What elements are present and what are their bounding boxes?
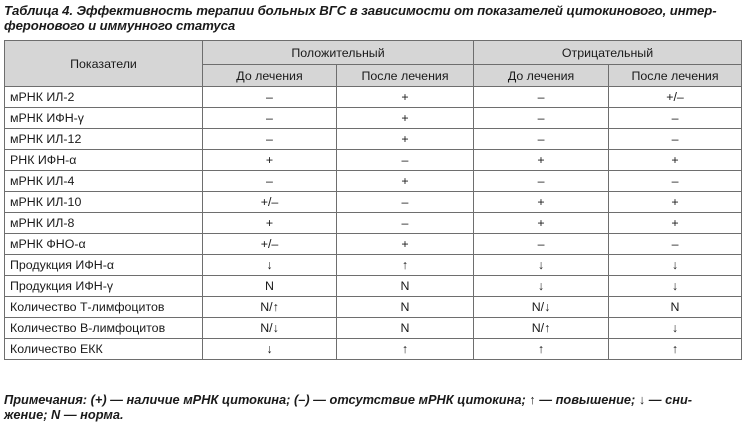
cell-negative-before: ↓ [474, 276, 609, 297]
cell-negative-before: – [474, 87, 609, 108]
table-row [5, 318, 742, 339]
cell-negative-after: ↓ [609, 276, 742, 297]
header-negative-before: До лечения [474, 65, 609, 87]
cell-negative-after: ↑ [609, 339, 742, 360]
cell-positive-before: – [203, 87, 337, 108]
row-name: РНК ИФН-α [5, 150, 203, 171]
table-row [5, 108, 742, 129]
header-positive: Положительный [203, 41, 474, 65]
table-row [5, 276, 742, 297]
cell-positive-before: ↓ [203, 255, 337, 276]
cell-negative-after: + [609, 213, 742, 234]
cell-negative-after: + [609, 150, 742, 171]
cell-positive-after: + [337, 171, 474, 192]
table-row [5, 339, 742, 360]
cell-negative-before: – [474, 171, 609, 192]
cell-negative-before: ↑ [474, 339, 609, 360]
table-row [5, 297, 742, 318]
cell-positive-before: N/↓ [203, 318, 337, 339]
table-row [5, 234, 742, 255]
cell-positive-after: + [337, 234, 474, 255]
cell-positive-after: – [337, 213, 474, 234]
cell-negative-after: N [609, 297, 742, 318]
table-row [5, 87, 742, 108]
cell-positive-before: +/– [203, 192, 337, 213]
cell-positive-before: N/↑ [203, 297, 337, 318]
cell-positive-after: + [337, 108, 474, 129]
cell-negative-before: – [474, 129, 609, 150]
row-name: Количество ЕКК [5, 339, 203, 360]
cell-positive-before: + [203, 213, 337, 234]
cell-negative-after: – [609, 129, 742, 150]
cell-negative-after: + [609, 192, 742, 213]
header-negative-after: После лечения [609, 65, 742, 87]
cell-positive-before: N [203, 276, 337, 297]
row-name: Продукция ИФН-γ [5, 276, 203, 297]
cell-negative-before: – [474, 234, 609, 255]
cell-positive-before: – [203, 171, 337, 192]
cell-positive-before: ↓ [203, 339, 337, 360]
row-name: мРНК ИЛ-8 [5, 213, 203, 234]
table-row [5, 213, 742, 234]
cell-positive-after: + [337, 129, 474, 150]
cell-positive-after: N [337, 297, 474, 318]
cell-positive-after: – [337, 192, 474, 213]
header-negative: Отрицательный [474, 41, 742, 65]
cell-negative-before: – [474, 108, 609, 129]
caption-line-1: Таблица 4. Эффективность терапии больных ВГС в зависимости от показателей цитокинового, интер- [4, 3, 717, 18]
cell-positive-after: + [337, 87, 474, 108]
table-body [5, 87, 742, 360]
cell-negative-after: ↓ [609, 318, 742, 339]
header-positive-before: До лечения [203, 65, 337, 87]
row-name: мРНК ИЛ-2 [5, 87, 203, 108]
cell-negative-before: + [474, 213, 609, 234]
header-positive-after: После лечения [337, 65, 474, 87]
table-row [5, 129, 742, 150]
table-notes [4, 392, 744, 422]
cell-positive-after: ↑ [337, 339, 474, 360]
cell-positive-after: – [337, 150, 474, 171]
table-row [5, 255, 742, 276]
table-row [5, 171, 742, 192]
cell-negative-before: N/↓ [474, 297, 609, 318]
table-row [5, 192, 742, 213]
cell-positive-before: +/– [203, 234, 337, 255]
row-name: мРНК ФНО-α [5, 234, 203, 255]
cell-negative-after: ↓ [609, 255, 742, 276]
cell-negative-before: N/↑ [474, 318, 609, 339]
cell-positive-after: N [337, 318, 474, 339]
cell-positive-before: – [203, 108, 337, 129]
row-name: мРНК ИЛ-12 [5, 129, 203, 150]
cell-negative-before: + [474, 192, 609, 213]
cell-negative-after: – [609, 234, 742, 255]
cell-negative-before: ↓ [474, 255, 609, 276]
cell-negative-after: +/– [609, 87, 742, 108]
row-name: мРНК ИФН-γ [5, 108, 203, 129]
row-name: Продукция ИФН-α [5, 255, 203, 276]
cell-positive-before: + [203, 150, 337, 171]
table-row [5, 150, 742, 171]
row-name: Количество Т-лимфоцитов [5, 297, 203, 318]
cell-negative-after: – [609, 108, 742, 129]
cell-positive-after: N [337, 276, 474, 297]
cell-positive-before: – [203, 129, 337, 150]
row-name: Количество В-лимфоцитов [5, 318, 203, 339]
note-line-1: Примечания: (+) — наличие мРНК цитокина; (–) — отсутствие мРНК цитокина; ↑ — повышение; ↓ — сни- [4, 392, 693, 407]
row-name: мРНК ИЛ-4 [5, 171, 203, 192]
row-name: мРНК ИЛ-10 [5, 192, 203, 213]
header-indicators: Показатели [5, 41, 203, 87]
caption-line-2: феронового и иммунного статуса [4, 18, 236, 33]
cell-negative-after: – [609, 171, 742, 192]
note-line-2: жение; N — норма. [4, 407, 124, 422]
cell-positive-after: ↑ [337, 255, 474, 276]
table-header [5, 41, 742, 87]
table-caption [4, 3, 742, 33]
therapy-efficacy-table [4, 40, 742, 360]
cell-negative-before: + [474, 150, 609, 171]
